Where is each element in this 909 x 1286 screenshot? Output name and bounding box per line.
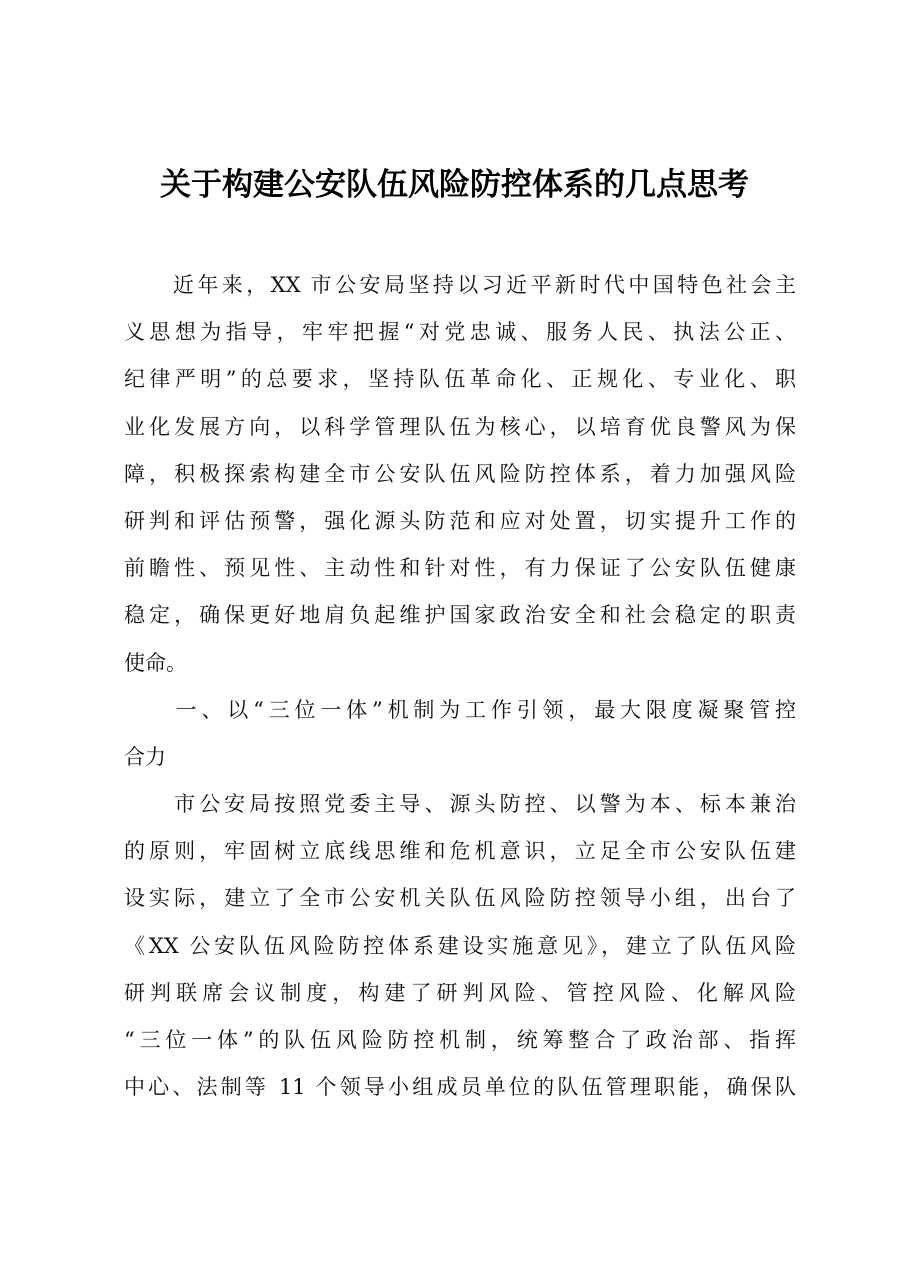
body-line: 义思想为指导，牢牢把握“对党忠诚、服务人民、执法公正、 xyxy=(124,320,796,345)
body-line: 业化发展方向，以科学管理队伍为核心，以培育优良警风为保 xyxy=(124,414,796,439)
body-line: 市公安局按照党委主导、源头防控、以警为本、标本兼治 xyxy=(124,792,796,817)
body-line: 研判和评估预警，强化源头防范和应对处置，切实提升工作的 xyxy=(124,508,796,533)
body-line: “三位一体”的队伍风险防控机制，统筹整合了政治部、指挥 xyxy=(124,1028,796,1052)
body-line: 纪律严明”的总要求，坚持队伍革命化、正规化、专业化、职 xyxy=(124,367,796,392)
body-line: 近年来，XX 市公安局坚持以习近平新时代中国特色社会主 xyxy=(124,273,796,297)
body-line: 的原则，牢固树立底线思维和危机意识，立足全市公安队伍建 xyxy=(124,839,796,864)
document-body xyxy=(124,265,796,1114)
body-line: 障，积极探索构建全市公安队伍风险防控体系，着力加强风险 xyxy=(124,461,796,486)
body-line: 一、以“三位一体”机制为工作引领，最大限度凝聚管控 xyxy=(124,697,796,722)
body-line: 前瞻性、预见性、主动性和针对性，有力保证了公安队伍健康 xyxy=(124,556,796,581)
body-line: 研判联席会议制度，构建了研判风险、管控风险、化解风险 xyxy=(124,980,796,1005)
body-line: 中心、法制等 11 个领导小组成员单位的队伍管理职能，确保队 xyxy=(124,1075,796,1100)
body-line: 设实际，建立了全市公安机关队伍风险防控领导小组，出台了 xyxy=(124,886,796,911)
document-title: 关于构建公安队伍风险防控体系的几点思考 xyxy=(160,167,749,203)
body-line: 《XX 公安队伍风险防控体系建设实施意见》，建立了队伍风险 xyxy=(124,933,796,958)
body-line: 稳定，确保更好地肩负起维护国家政治安全和社会稳定的职责 xyxy=(124,603,796,628)
body-line: 使命。 xyxy=(124,650,187,675)
body-line: 合力 xyxy=(124,744,166,769)
